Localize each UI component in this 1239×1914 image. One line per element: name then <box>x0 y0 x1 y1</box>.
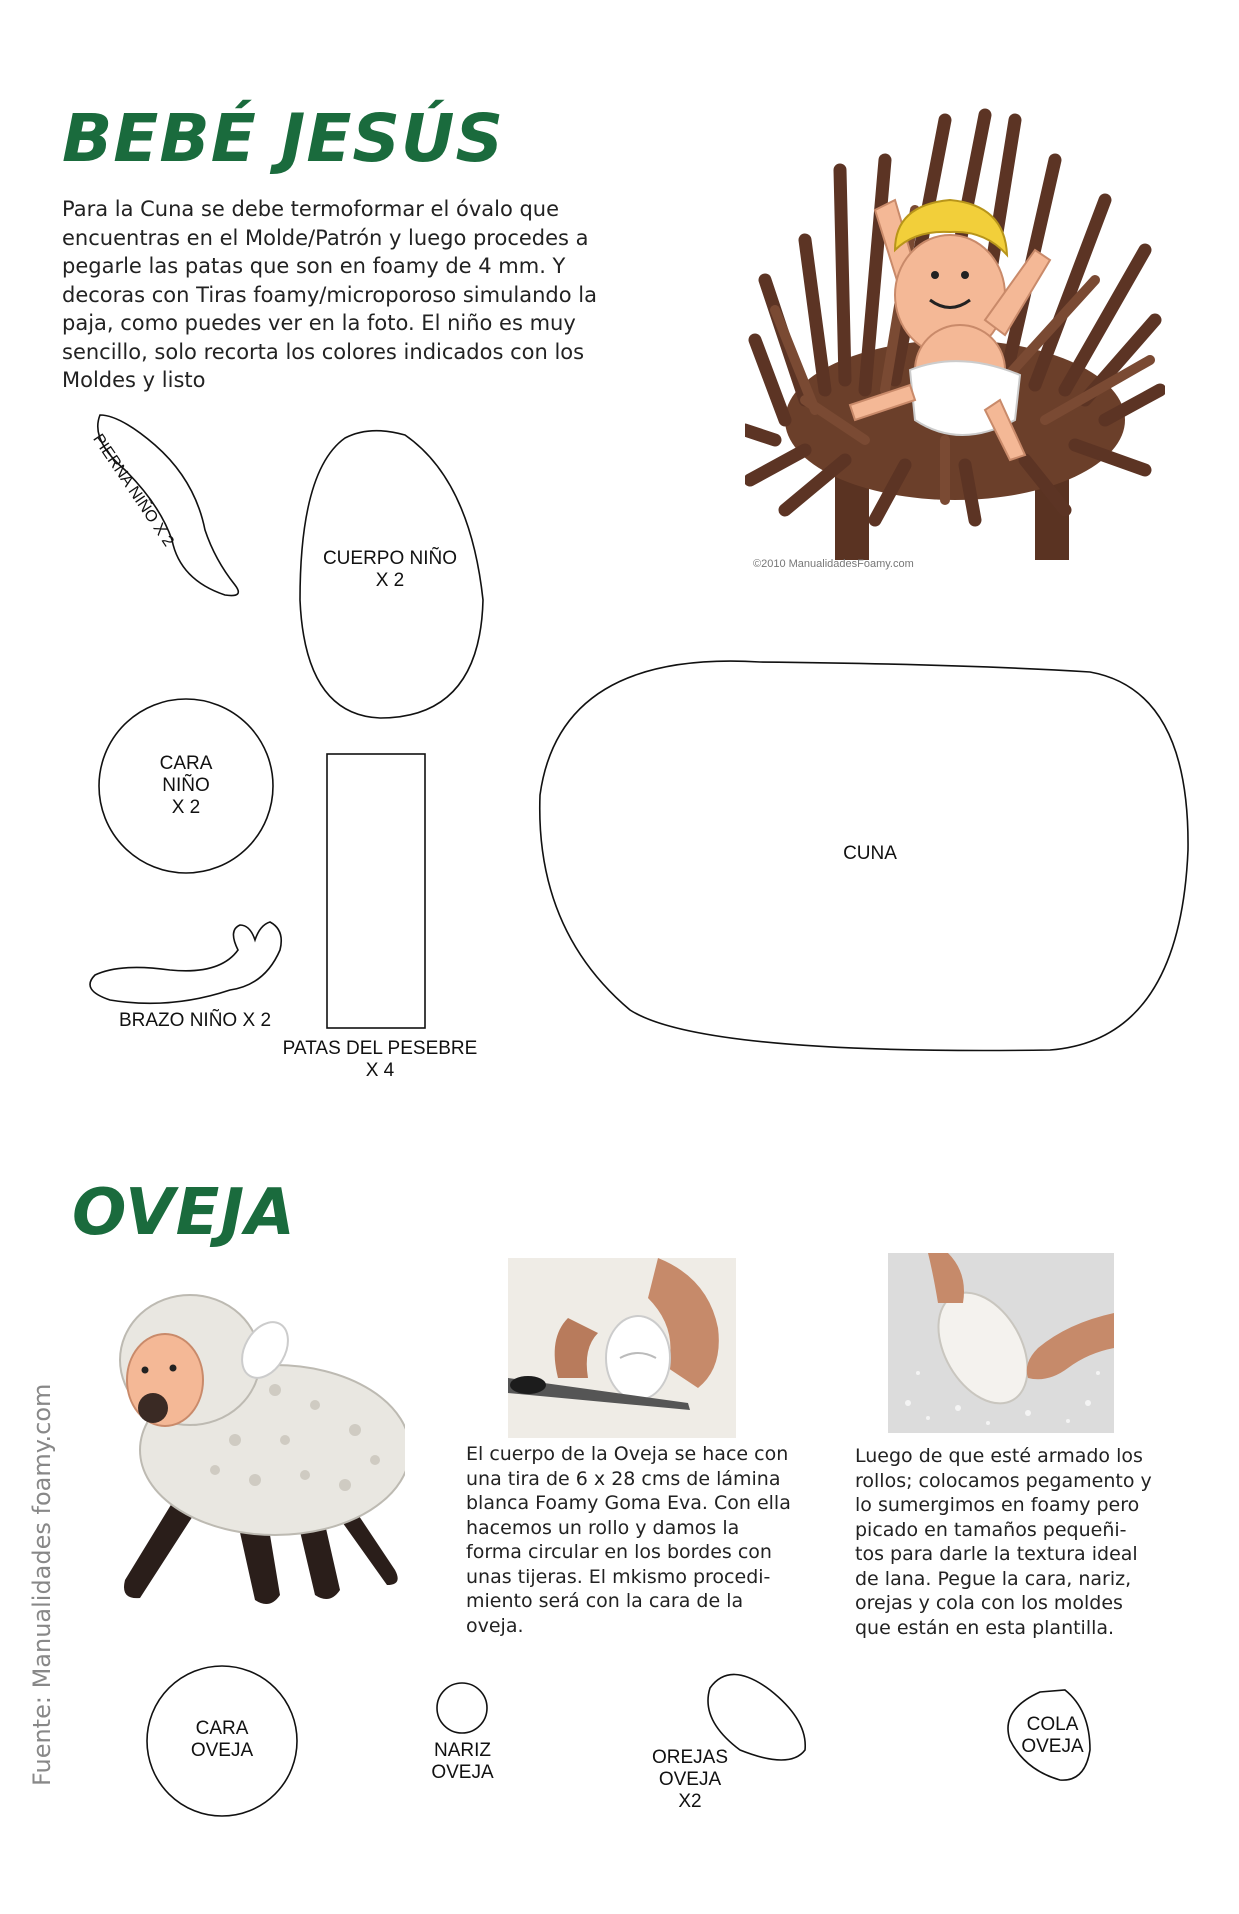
cara-nino-label-line: NIÑO <box>162 775 210 796</box>
cara-oveja-label-line: CARA <box>195 1718 249 1739</box>
cuerpo-label-line: CUERPO NIÑO <box>322 548 458 569</box>
oveja-p2-line: de lana. Pegue la cara, nariz, <box>855 1567 1132 1590</box>
jesus-paragraph-line: sencillo, solo recorta los colores indicados con los <box>62 339 585 364</box>
orejas-oveja-label <box>640 1747 740 1813</box>
nariz-oveja-label <box>415 1740 510 1784</box>
patas-label-line: PATAS DEL PESEBRE <box>282 1038 478 1059</box>
jesus-paragraph-line: Para la Cuna se debe termoformar el óvalo que <box>62 197 560 221</box>
orejas-oveja-label-line: X2 <box>678 1791 702 1812</box>
oveja-p2-line: orejas y cola con los moldes <box>855 1592 1123 1614</box>
oveja-title: OVEJA <box>72 1176 296 1250</box>
oveja-p1-line: forma circular en los bordes con <box>466 1541 772 1563</box>
oveja-p1-line: El cuerpo de la Oveja se hace con <box>466 1443 789 1465</box>
cola-oveja-label-line: OVEJA <box>1021 1736 1084 1757</box>
patas-label-line: X 4 <box>365 1060 395 1081</box>
brazo-label: BRAZO NIÑO X 2 <box>118 1010 272 1031</box>
orejas-oveja-label-line: OVEJA <box>658 1769 722 1790</box>
oveja-p2-line: tos para darle la textura ideal <box>855 1543 1138 1565</box>
cara-nino-label-line: CARA <box>159 753 213 774</box>
oveja-p2-line: Luego de que esté armado los <box>855 1445 1143 1467</box>
jesus-paragraph-line: paja, como puedes ver en la foto. El niño es muy <box>62 311 576 335</box>
jesus-paragraph-line: Moldes y listo <box>62 368 206 392</box>
jesus-title: BEBÉ JESÚS <box>62 100 505 177</box>
cola-oveja-label <box>1005 1714 1100 1758</box>
oveja-p2-line: que están en esta plantilla. <box>855 1616 1115 1639</box>
source-credit: Fuente: Manualidades foamy.com <box>28 1383 56 1786</box>
photo-credit: ©2010 ManualidadesFoamy.com <box>753 558 914 570</box>
orejas-oveja-label-line: OREJAS <box>651 1747 729 1768</box>
cuerpo-label-line: X 2 <box>375 570 405 591</box>
oveja-p1-line: hacemos un rollo y damos la <box>466 1516 740 1539</box>
cuna-label: CUNA <box>843 843 897 864</box>
jesus-paragraph-line: decoras con Tiras foamy/microporoso simulando la <box>62 282 597 307</box>
cara-oveja-label <box>170 1718 274 1762</box>
oveja-p1-line: una tira de 6 x 28 cms de lámina <box>466 1467 781 1490</box>
oveja-p1-line: unas tijeras. El mkismo procedi- <box>466 1565 771 1588</box>
oveja-p2-line: lo sumergimos en foamy pero <box>855 1494 1140 1516</box>
oveja-p1-line: blanca Foamy Goma Eva. Con ella <box>466 1492 791 1514</box>
pierna-label: PIERNA NIÑO X 2 <box>89 431 177 550</box>
nariz-oveja-label-line: OVEJA <box>431 1762 494 1783</box>
nariz-oveja-pattern <box>437 1683 487 1733</box>
oveja-p2-line: picado en tamaños pequeñi- <box>855 1518 1127 1541</box>
cara-oveja-label-line: OVEJA <box>190 1740 254 1761</box>
cola-oveja-label-line: COLA <box>1026 1714 1079 1735</box>
jesus-paragraph-line: encuentras en el Molde/Patrón y luego procedes a <box>62 225 589 250</box>
nariz-oveja-label-line: NARIZ <box>434 1740 491 1761</box>
cara-nino-label-line: X 2 <box>171 797 201 818</box>
oveja-p1-line: oveja. <box>466 1614 524 1637</box>
oveja-p2-line: rollos; colocamos pegamento y <box>855 1469 1152 1492</box>
oveja-p1-line: miento será con la cara de la <box>466 1590 744 1612</box>
jesus-paragraph-line: pegarle las patas que son en foamy de 4 mm. Y <box>62 254 566 278</box>
